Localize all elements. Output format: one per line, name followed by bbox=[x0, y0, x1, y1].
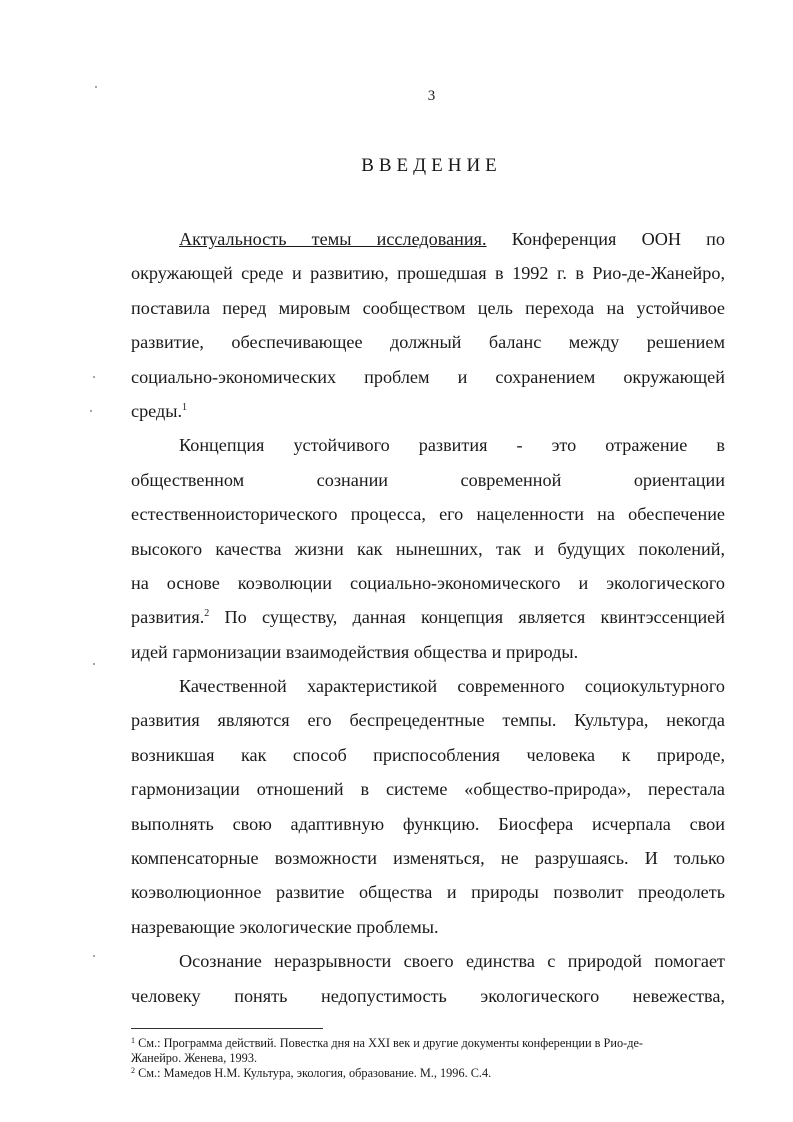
footnotes bbox=[131, 1036, 725, 1081]
footnote-1: $^1$ См.: Программа действий. Повестка дня на XXI век и другие документы конференции в Рио-де- bbox=[131, 1036, 644, 1050]
paragraph-1-line-3: поставила перед мировым сообществом цель перехода на устойчивое bbox=[131, 297, 725, 318]
paragraph-3-line-2: развития являются его беспрецедентные темпы. Культура, некогда bbox=[131, 710, 725, 731]
section-heading: ВВЕДЕНИЕ bbox=[361, 155, 502, 176]
page-number: 3 bbox=[427, 88, 436, 104]
paragraph-4-line-1: Осознание неразрывности своего единства с природой помогает bbox=[179, 951, 725, 972]
topic-relevance-heading: Актуальность темы исследования. bbox=[179, 229, 487, 249]
scan-speck bbox=[93, 955, 95, 957]
footnote-1-number: 1 bbox=[131, 1036, 135, 1045]
paragraph-3-line-7: коэволюционное развитие общества и природы позволит преодолеть bbox=[131, 882, 725, 903]
paragraph-3-line-3: возникшая как способ приспособления человека к природе, bbox=[131, 744, 725, 765]
scan-speck bbox=[93, 376, 95, 378]
paragraph-2-line-2: общественном сознании современной ориентации bbox=[131, 469, 725, 490]
paragraph-3-line-6: компенсаторные возможности изменяться, не разрушаясь. И только bbox=[131, 848, 725, 869]
paragraph-1-line-2: окружающей среде и развитию, прошедшая в 1992 г. в Рио-де-Жанейро, bbox=[131, 263, 725, 284]
paragraph-3-line-5: выполнять свою адаптивную функцию. Биосфера исчерпала свои bbox=[131, 813, 725, 834]
paragraph-1-line-6: среды.$^1$ bbox=[131, 400, 188, 421]
footnote-1-continuation: Жанейро. Женева, 1993. bbox=[131, 1051, 258, 1065]
body-text bbox=[131, 222, 725, 1013]
scan-speck bbox=[90, 410, 92, 412]
paragraph-2-line-6: развития.$^2$ По существу, данная концепция является квинтэссенцией bbox=[131, 607, 725, 628]
paragraph-3-line-8: назревающие экологические проблемы. bbox=[131, 916, 439, 937]
paragraph-1-line-5: социально-экономических проблем и сохранением окружающей bbox=[131, 366, 725, 387]
paragraph-2-line-5: на основе коэволюции социально-экономического и экологического bbox=[131, 572, 725, 593]
paragraph-3-line-4: гармонизации отношений в системе «общество-природа», перестала bbox=[131, 779, 725, 800]
scan-speck bbox=[93, 663, 95, 665]
paragraph-3-line-1: Качественной характеристикой современного социокультурного bbox=[179, 676, 725, 697]
footnote-divider bbox=[131, 1028, 323, 1029]
footnote-2-number: 2 bbox=[131, 1066, 135, 1075]
paragraph-2-line-1: Концепция устойчивого развития - это отражение в bbox=[179, 435, 725, 456]
paragraph-4-line-2: человеку понять недопустимость экологического невежества, bbox=[131, 985, 725, 1006]
scan-speck bbox=[95, 86, 97, 88]
footnote-2: $^2$ См.: Мамедов Н.М. Культура, экология, образование. М., 1996. С.4. bbox=[131, 1066, 492, 1080]
paragraph-2-line-7: идей гармонизации взаимодействия общества и природы. bbox=[131, 641, 579, 662]
paragraph-1-line-4: развитие, обеспечивающее должный баланс между решением bbox=[131, 332, 725, 353]
paragraph-2-line-3: естественноисторического процесса, его нацеленности на обеспечение bbox=[131, 504, 725, 525]
footnote-ref-1: 1 bbox=[182, 401, 188, 413]
footnote-ref-2: 2 bbox=[204, 608, 210, 620]
paragraph-2-line-4: высокого качества жизни как нынешних, так и будущих поколений, bbox=[131, 538, 725, 559]
paragraph-1-line-1: Актуальность темы исследования. Конференция ООН по bbox=[179, 229, 725, 249]
